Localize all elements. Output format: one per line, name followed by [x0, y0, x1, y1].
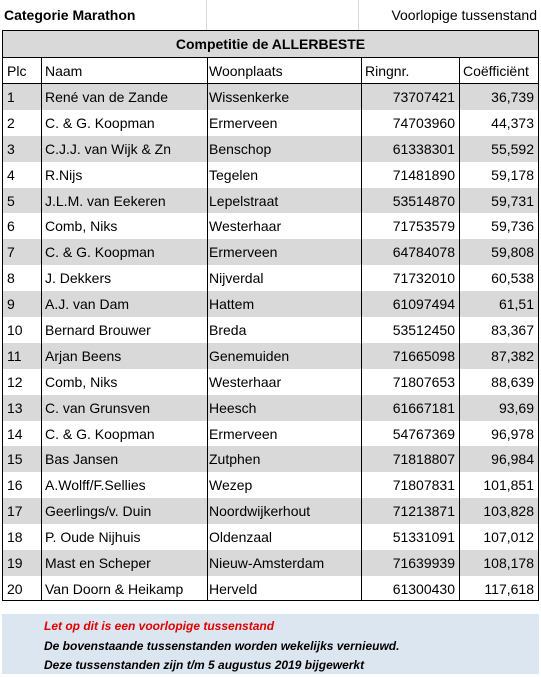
column-divider: [207, 58, 208, 600]
table-row: [3, 291, 538, 317]
cell-plc[interactable]: 18: [7, 529, 23, 546]
table-row: [3, 213, 538, 239]
cell-plc[interactable]: 4: [7, 166, 15, 183]
cell-plc[interactable]: 9: [7, 296, 15, 313]
status-label[interactable]: Voorlopige tussenstand: [391, 7, 537, 23]
table-row: [3, 498, 538, 524]
cell-coefficient[interactable]: 59,808: [491, 244, 534, 261]
standings-table: [2, 30, 539, 601]
header-ringnr[interactable]: Ringnr.: [365, 63, 410, 79]
cell-plc[interactable]: 8: [7, 270, 15, 287]
cell-coefficient[interactable]: 88,639: [491, 373, 534, 390]
cell-plc[interactable]: 12: [7, 373, 23, 390]
cell-ringnr[interactable]: 54767369: [392, 425, 455, 442]
cell-naam[interactable]: C. & G. Koopman: [45, 425, 155, 442]
cell-coefficient[interactable]: 93,69: [498, 399, 534, 416]
cell-ringnr[interactable]: 61300430: [392, 580, 455, 597]
cell-woonplaats[interactable]: Noordwijkerhout: [209, 503, 311, 520]
table-row: [3, 369, 538, 395]
header-woonplaats[interactable]: Woonplaats: [209, 63, 283, 79]
cell-coefficient[interactable]: 101,851: [483, 477, 534, 494]
cell-ringnr[interactable]: 53512450: [392, 322, 455, 339]
cell-woonplaats[interactable]: Hattem: [209, 296, 255, 313]
cell-plc[interactable]: 3: [7, 140, 15, 157]
table-body: [3, 84, 538, 602]
cell-ringnr[interactable]: 61097494: [392, 296, 455, 313]
cell-woonplaats[interactable]: Herveld: [209, 580, 258, 597]
cell-woonplaats[interactable]: Nieuw-Amsterdam: [209, 555, 325, 572]
date-note[interactable]: Deze tussenstanden zijn t/m 5 augustus 2019 bijgewerkt: [44, 658, 365, 672]
category-label[interactable]: Categorie Marathon: [4, 7, 136, 23]
competition-title[interactable]: Competitie de ALLERBESTE: [3, 31, 538, 58]
cell-coefficient[interactable]: 96,978: [491, 425, 534, 442]
cell-naam[interactable]: Comb, Niks: [45, 373, 118, 390]
table-row: [3, 395, 538, 421]
cell-plc[interactable]: 15: [7, 451, 23, 468]
cell-ringnr[interactable]: 53514870: [392, 192, 455, 209]
cell-plc[interactable]: 10: [7, 322, 23, 339]
cell-naam[interactable]: C. & G. Koopman: [45, 114, 155, 131]
cell-coefficient[interactable]: 59,731: [491, 192, 534, 209]
cell-plc[interactable]: 11: [7, 347, 22, 364]
table-header: [3, 58, 538, 84]
column-divider: [459, 58, 460, 600]
cell-ringnr[interactable]: 73707421: [392, 89, 455, 105]
cell-coefficient[interactable]: 36,739: [491, 89, 534, 105]
cell-woonplaats[interactable]: Westerhaar: [209, 218, 282, 235]
cell-plc[interactable]: 1: [7, 89, 15, 105]
cell-woonplaats[interactable]: Genemuiden: [209, 347, 290, 364]
cell-naam[interactable]: C.J.J. van Wijk & Zn: [45, 140, 172, 157]
cell-plc[interactable]: 14: [7, 425, 23, 442]
cell-naam[interactable]: Comb, Niks: [45, 218, 118, 235]
cell-naam[interactable]: René van de Zande: [45, 89, 168, 105]
cell-naam[interactable]: R.Nijs: [45, 166, 83, 183]
table-row: [3, 239, 538, 265]
header-plc[interactable]: Plc: [7, 63, 27, 79]
cell-woonplaats[interactable]: Tegelen: [209, 166, 259, 183]
column-divider: [361, 58, 362, 600]
cell-plc[interactable]: 7: [7, 244, 15, 261]
cell-ringnr[interactable]: 64784078: [392, 244, 455, 261]
cell-naam[interactable]: A.J. van Dam: [45, 296, 130, 313]
cell-ringnr[interactable]: 71807831: [392, 477, 455, 494]
cell-coefficient[interactable]: 60,538: [491, 270, 534, 287]
cell-woonplaats[interactable]: Westerhaar: [209, 373, 282, 390]
table-row: [3, 550, 538, 576]
cell-coefficient[interactable]: 87,382: [491, 347, 534, 364]
cell-naam[interactable]: P. Oude Nijhuis: [45, 529, 141, 546]
cell-ringnr[interactable]: 61338301: [392, 140, 455, 157]
cell-coefficient[interactable]: 96,984: [491, 451, 534, 468]
table-row: [3, 343, 538, 369]
cell-ringnr[interactable]: 71481890: [392, 166, 455, 183]
table-row: [3, 162, 538, 188]
warning-note[interactable]: Let op dit is een voorlopige tussenstand: [44, 619, 275, 633]
table-row: [3, 317, 538, 343]
cell-woonplaats[interactable]: Ermerveen: [209, 425, 278, 442]
table-row: [3, 524, 538, 550]
cell-woonplaats[interactable]: Breda: [209, 322, 247, 339]
cell-plc[interactable]: 2: [7, 114, 15, 131]
cell-plc[interactable]: 13: [7, 399, 23, 416]
cell-naam[interactable]: Mast en Scheper: [45, 555, 151, 572]
cell-woonplaats[interactable]: Ermerveen: [209, 244, 278, 261]
cell-naam[interactable]: Geerlings/v. Duin: [45, 503, 152, 520]
table-row: [3, 446, 538, 472]
cell-ringnr[interactable]: 61667181: [392, 399, 455, 416]
cell-plc[interactable]: 17: [7, 503, 23, 520]
cell-ringnr[interactable]: 71807653: [392, 373, 455, 390]
top-row: [0, 0, 541, 30]
cell-naam[interactable]: Arjan Beens: [45, 347, 122, 364]
cell-woonplaats[interactable]: Heesch: [209, 399, 257, 416]
cell-ringnr[interactable]: 71213871: [392, 503, 455, 520]
table-row: [3, 421, 538, 447]
cell-coefficient[interactable]: 59,178: [491, 166, 534, 183]
header-naam[interactable]: Naam: [45, 63, 83, 79]
cell-coefficient[interactable]: 55,592: [491, 140, 534, 157]
cell-woonplaats[interactable]: Zutphen: [209, 451, 261, 468]
cell-coefficient[interactable]: 103,828: [483, 503, 534, 520]
table-row: [3, 136, 538, 162]
cell-naam[interactable]: J.L.M. van Eekeren: [45, 192, 166, 209]
cell-ringnr[interactable]: 71753579: [392, 218, 455, 235]
cell-ringnr[interactable]: 51331091: [392, 529, 455, 546]
cell-coefficient[interactable]: 59,736: [491, 218, 534, 235]
cell-ringnr[interactable]: 71665098: [392, 347, 455, 364]
table-row: [3, 576, 538, 602]
cell-coefficient[interactable]: 83,367: [491, 322, 534, 339]
cell-coefficient[interactable]: 61,51: [498, 296, 534, 313]
cell-woonplaats[interactable]: Wezep: [209, 477, 253, 494]
cell-naam[interactable]: Van Doorn & Heikamp: [45, 580, 184, 597]
update-note[interactable]: De bovenstaande tussenstanden worden wekelijks vernieuwd.: [44, 639, 400, 653]
cell-plc[interactable]: 6: [7, 218, 15, 235]
cell-ringnr[interactable]: 74703960: [392, 114, 455, 131]
cell-ringnr[interactable]: 71639939: [392, 555, 455, 572]
cell-woonplaats[interactable]: Oldenzaal: [209, 529, 273, 546]
cell-plc[interactable]: 20: [7, 580, 23, 597]
header-coefficient[interactable]: Coëfficiënt: [463, 63, 529, 79]
cell-woonplaats[interactable]: Ermerveen: [209, 114, 278, 131]
cell-naam[interactable]: C. van Grunsven: [45, 399, 151, 416]
cell-plc[interactable]: 19: [7, 555, 23, 572]
cell-woonplaats[interactable]: Benschop: [209, 140, 272, 157]
cell-plc[interactable]: 16: [7, 477, 23, 494]
cell-naam[interactable]: Bernard Brouwer: [45, 322, 151, 339]
column-divider: [41, 58, 42, 600]
cell-woonplaats[interactable]: Wissenkerke: [209, 89, 290, 105]
table-row: [3, 188, 538, 214]
cell-woonplaats[interactable]: Lepelstraat: [209, 192, 279, 209]
cell-woonplaats[interactable]: Nijverdal: [209, 270, 264, 287]
cell-ringnr[interactable]: 71732010: [392, 270, 455, 287]
table-row: [3, 265, 538, 291]
cell-naam[interactable]: A.Wolff/F.Sellies: [45, 477, 146, 494]
cell-coefficient[interactable]: 108,178: [483, 555, 534, 572]
table-row: [3, 84, 538, 110]
cell-plc[interactable]: 5: [7, 192, 15, 209]
table-row: [3, 472, 538, 498]
cell-coefficient[interactable]: 44,373: [491, 114, 534, 131]
notes-panel: [2, 614, 539, 674]
cell-naam[interactable]: C. & G. Koopman: [45, 244, 155, 261]
cell-ringnr[interactable]: 71818807: [392, 451, 455, 468]
cell-coefficient[interactable]: 117,618: [484, 580, 534, 597]
cell-coefficient[interactable]: 107,012: [483, 529, 534, 546]
cell-naam[interactable]: J. Dekkers: [45, 270, 112, 287]
cell-naam[interactable]: Bas Jansen: [45, 451, 119, 468]
table-row: [3, 110, 538, 136]
